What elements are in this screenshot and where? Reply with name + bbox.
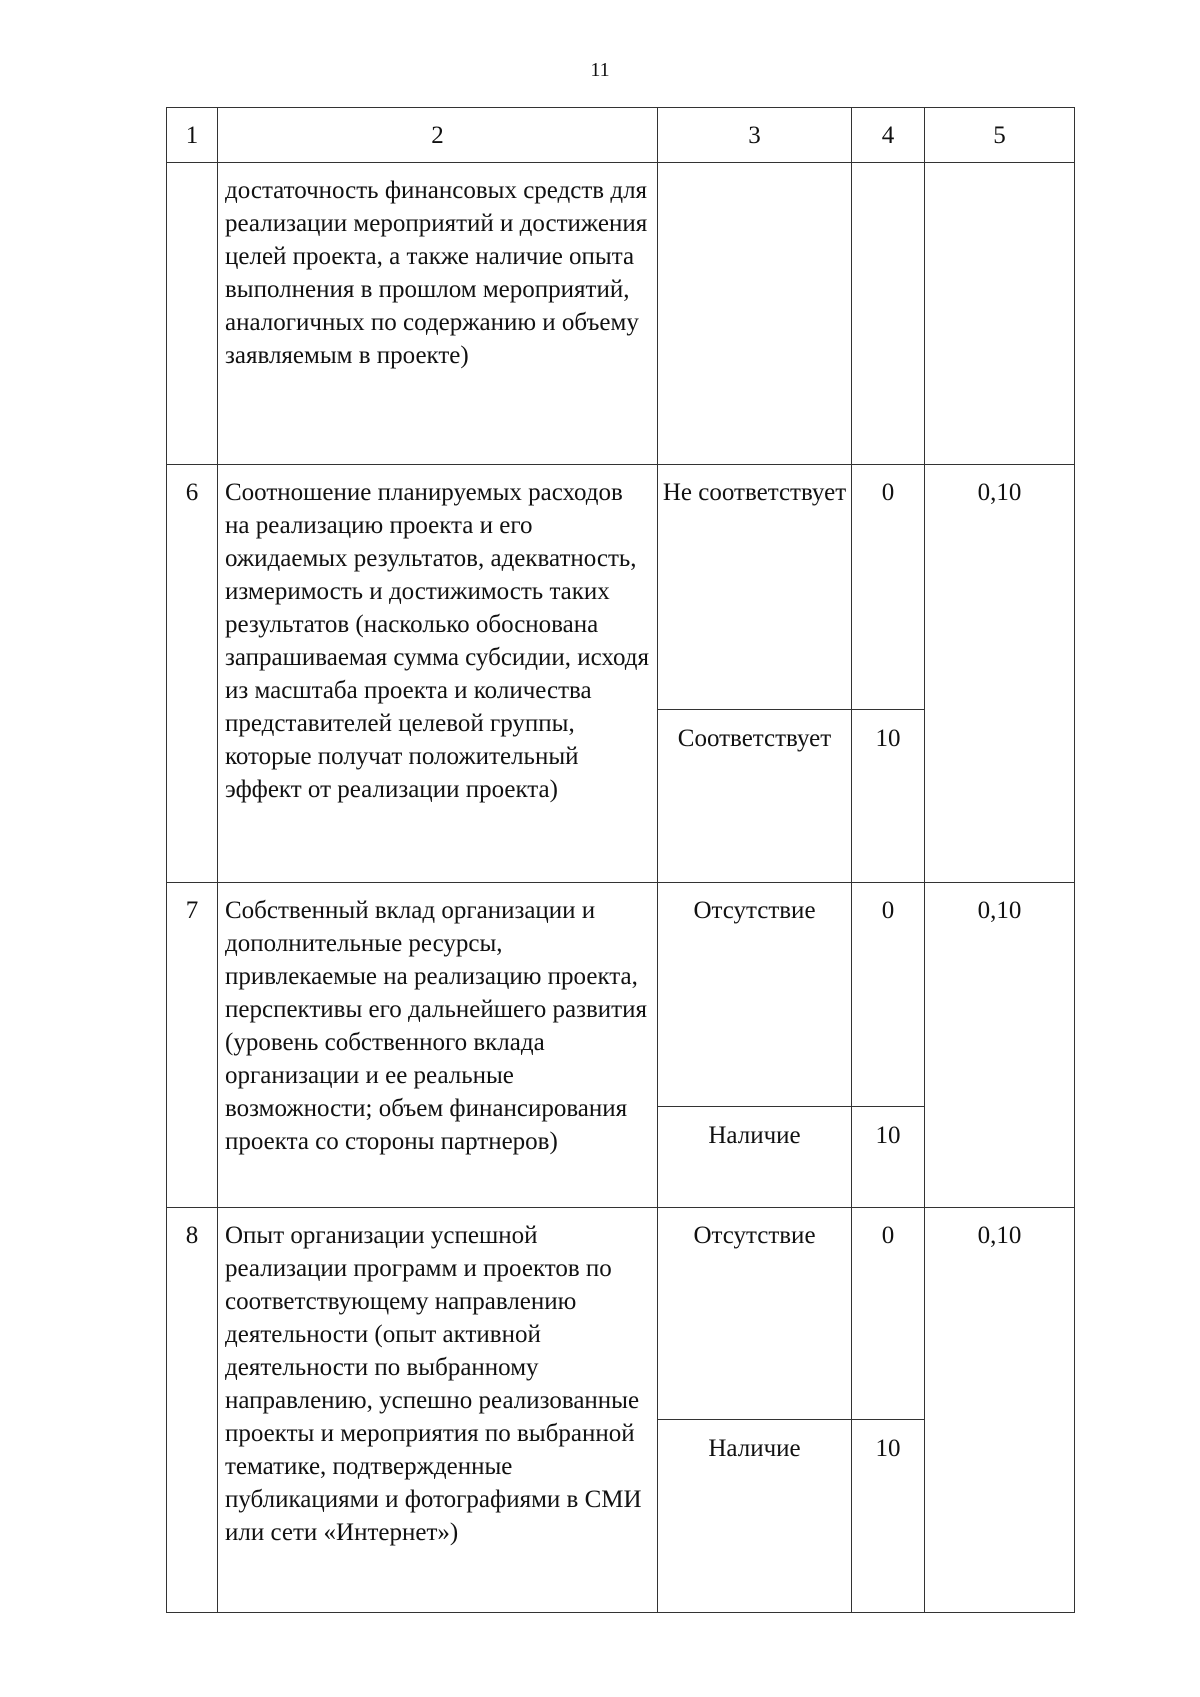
criterion-text: Опыт организации успешной реализации программ и проектов по соответствующему направлению деятельности (опыт активной деятельности по выбранному направлению, успешно реализованные проекты и мероприятия по выбранной тематике, подтвержденные публикациями и фотографиями в СМИ или сети «Интернет»): [218, 1208, 658, 1613]
weight-cell: [925, 163, 1075, 465]
option-cell: [658, 163, 852, 465]
weight-value: 0,10: [925, 1208, 1075, 1613]
option-score: 0: [852, 1208, 925, 1420]
option-label: Отсутствие: [658, 883, 852, 1107]
option-label: Наличие: [658, 1420, 852, 1613]
option-label: Соответствует: [658, 710, 852, 883]
table-header-row: [167, 108, 1075, 163]
option-score: 10: [852, 710, 925, 883]
column-header: 2: [218, 108, 658, 163]
option-score: 0: [852, 883, 925, 1107]
weight-value: 0,10: [925, 465, 1075, 883]
row-number: 7: [167, 883, 218, 1208]
criterion-text: Соотношение планируемых расходов на реализацию проекта и его ожидаемых результатов, адекватность, измеримость и достижимость таких результатов (насколько обоснована запрашиваемая сумма субсидии, исходя из масштаба проекта и количества представителей целевой группы, которые получат положительный эффект от реализации проекта): [218, 465, 658, 883]
row-number: 8: [167, 1208, 218, 1613]
criterion-text: достаточность финансовых средств для реализации мероприятий и достижения целей проекта, а также наличие опыта выполнения в прошлом мероприятий, аналогичных по содержанию и объему заявляемым в проекте): [218, 163, 658, 465]
column-header: 1: [167, 108, 218, 163]
score-cell: [852, 163, 925, 465]
criteria-table: [166, 107, 1075, 1613]
option-label: Наличие: [658, 1107, 852, 1208]
column-header: 3: [658, 108, 852, 163]
row-number: 6: [167, 465, 218, 883]
table-row: [167, 1208, 1075, 1420]
column-header: 5: [925, 108, 1075, 163]
option-label: Не соответствует: [658, 465, 852, 710]
table-row: [167, 465, 1075, 710]
column-header: 4: [852, 108, 925, 163]
row-number-cell: [167, 163, 218, 465]
criterion-text: Собственный вклад организации и дополнительные ресурсы, привлекаемые на реализацию проекта, перспективы его дальнейшего развития (уровень собственного вклада организации и ее реальные возможности; объем финансирования проекта со стороны партнеров): [218, 883, 658, 1208]
option-score: 10: [852, 1107, 925, 1208]
weight-value: 0,10: [925, 883, 1075, 1208]
table-row: [167, 163, 1075, 465]
page-number: 11: [590, 59, 610, 81]
option-score: 0: [852, 465, 925, 710]
option-label: Отсутствие: [658, 1208, 852, 1420]
table-row: [167, 883, 1075, 1107]
option-score: 10: [852, 1420, 925, 1613]
